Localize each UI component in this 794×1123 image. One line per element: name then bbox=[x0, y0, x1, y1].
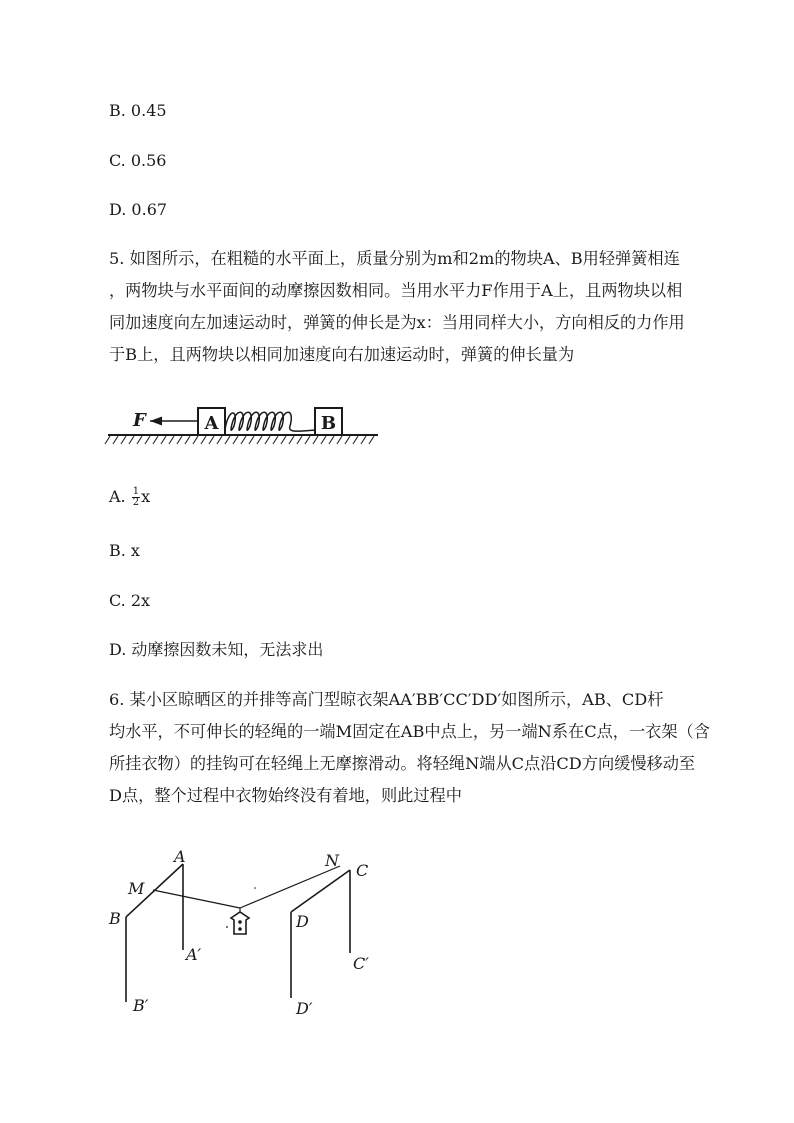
option-c-q5: C. 2x bbox=[109, 591, 151, 610]
block-b-label: B bbox=[320, 413, 337, 434]
option-d: D. 0.67 bbox=[109, 200, 168, 219]
label-c: C bbox=[356, 861, 369, 880]
label-d-prime: D′ bbox=[296, 999, 313, 1018]
label-b: B bbox=[109, 909, 121, 928]
fraction-denominator: 2 bbox=[132, 497, 140, 508]
question-6-text bbox=[109, 684, 719, 812]
fraction-one-half bbox=[132, 487, 140, 508]
question-5-line-1: 5. 如图所示，在粗糙的水平面上，质量分别为m和2m的物块A、B用轻弹簧相连 bbox=[109, 249, 680, 268]
rope-left-segment bbox=[153, 890, 240, 908]
label-m: M bbox=[128, 879, 145, 898]
question-6-line-2: 均水平，不可伸长的轻绳的一端M固定在AB中点上，另一端N系在C点，一衣架（含 bbox=[109, 722, 710, 741]
option-b-q5: B. x bbox=[109, 541, 140, 560]
label-n: N bbox=[325, 851, 339, 870]
label-a-prime: A′ bbox=[186, 945, 202, 964]
question-5-text bbox=[109, 243, 719, 371]
question-6-line-4: D点，整个过程中衣物始终没有着地，则此过程中 bbox=[109, 786, 462, 805]
option-d-q5: D. 动摩擦因数未知，无法求出 bbox=[109, 640, 324, 659]
option-a-suffix: x bbox=[141, 487, 151, 506]
label-a: A bbox=[174, 847, 186, 866]
force-label: F bbox=[133, 410, 146, 431]
question-5-line-4: 于B上，且两物块以相同加速度向右加速运动时，弹簧的伸长量为 bbox=[109, 345, 575, 364]
question-6-line-3: 所挂衣物）的挂钩可在轻绳上无摩擦滑动。将轻绳N端从C点沿CD方向缓慢移动至 bbox=[109, 754, 696, 773]
fraction-numerator: 1 bbox=[132, 486, 140, 497]
option-a-prefix: A. bbox=[109, 487, 131, 506]
label-d: D bbox=[296, 912, 309, 931]
rod-cd bbox=[291, 870, 350, 912]
option-c: C. 0.56 bbox=[109, 151, 167, 170]
question-5-line-2: ，两物块与水平面间的动摩擦因数相同。当用水平力F作用于A上，且两物块以相 bbox=[109, 281, 683, 300]
left-arrow-icon bbox=[150, 417, 162, 426]
clothes-rack-figure bbox=[100, 840, 390, 1020]
hanger-icon bbox=[226, 887, 256, 934]
block-a-label: A bbox=[204, 413, 219, 434]
question-6-line-1: 6. 某小区晾晒区的并排等高门型晾衣架AA′BB′CC′DD′如图所示，AB、CD杆 bbox=[109, 690, 664, 709]
label-c-prime: C′ bbox=[353, 954, 369, 973]
option-b: B. 0.45 bbox=[109, 101, 167, 120]
option-a bbox=[109, 486, 150, 508]
spring-coil-icon bbox=[225, 412, 315, 431]
label-b-prime: B′ bbox=[133, 996, 149, 1015]
question-5-line-3: 同加速度向左加速运动时，弹簧的伸长是为x：当用同样大小，方向相反的力作用 bbox=[109, 313, 685, 332]
spring-blocks-figure bbox=[104, 402, 384, 448]
